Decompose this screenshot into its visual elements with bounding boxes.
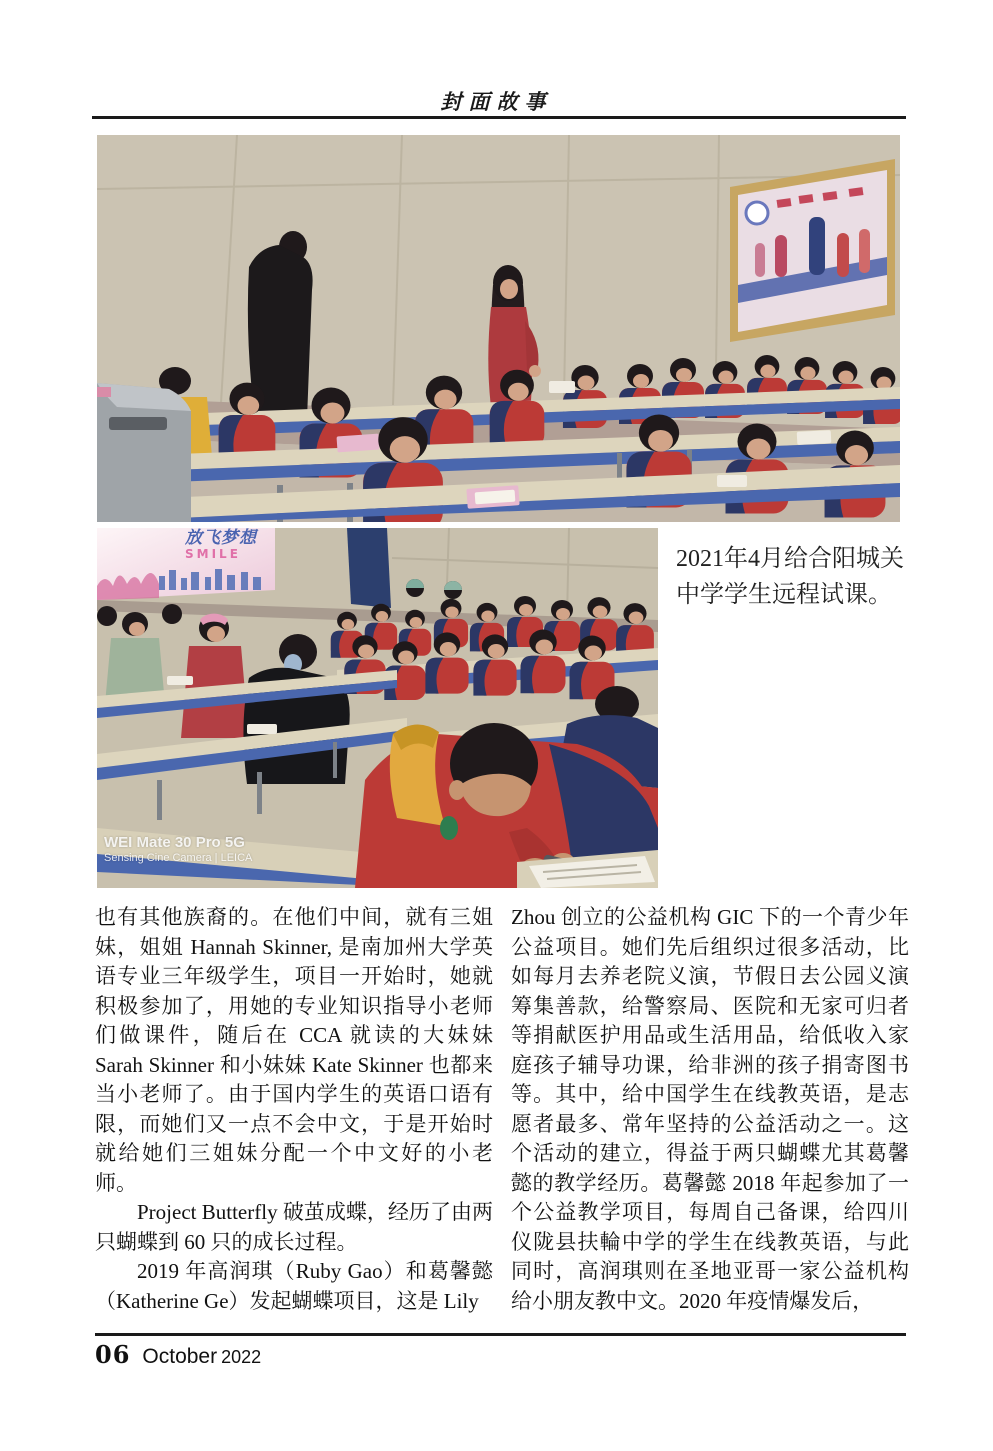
paragraph: 2019 年高润琪（Ruby Gao）和葛馨懿（Katherine Ge）发起蝴蝶项目，这是 Lily [95,1259,493,1313]
wall-banner-chinese: 放飞梦想 [185,528,257,548]
paragraph: 也有其他族裔的。在他们中间，就有三姐妹，姐姐 Hannah Skinner, 是南加州大学英语专业三年级学生，项目一开始时，她就积极参加了，用她的专业知识指导小老师们做课件，随后在 CCA 就读的大妹妹 Sarah Skinner 和小妹妹 Kate Skinner 也都来当小老师了。由于国内学生的英语口语有限，而她们又一点不会中文，于是开始时就给她们三姐妹分配一个中文好的小老师。 [95,905,493,1195]
masthead-title: 封面故事 [440,90,553,114]
footer [95,1340,906,1369]
paragraph: Zhou 创立的公益机构 GIC 下的一个青少年公益项目。她们先后组织过很多活动，比如每月去养老院义演，节假日去公园义演筹集善款，给警察局、医院和无家可归者等捐献医护用品或生活用品，给低收入家庭孩子辅导功课，给非洲的孩子捐寄图书等。其中，给中国学生在线教英语，是志愿者最多、常年坚持的公益活动之一。这个活动的建立，得益于两只蝴蝶尤其葛馨懿的教学经历。葛馨懿 2018 年起参加了一个公益教学项目，每周自己备课，给四川仪陇县扶輪中学的学生在线教英语，与此同时，高润琪则在圣地亚哥一家公益机构给小朋友教中文。2020 年疫情爆发后， [511,905,909,1313]
paragraph: Project Butterfly 破茧成蝶，经历了由两只蝴蝶到 60 只的成长过程。 [95,1200,493,1254]
photo-caption-line2: 中学学生远程试课。 [676,582,892,608]
masthead-rule [92,116,906,119]
camera-watermark-lens: Sensing Cine Camera | LEICA [104,852,253,865]
classroom-photo-2 [97,528,658,888]
article-column-right [511,903,909,1316]
footer-month: October [142,1345,218,1368]
photo-caption [676,541,916,613]
wall-banner-english: SMILE [185,546,241,561]
page-number: 06 [95,1340,131,1369]
camera-watermark-model: WEI Mate 30 Pro 5G [104,833,245,851]
photo-caption-line1: 2021年4月给合阳城关 [676,546,904,572]
printer-machine [97,383,191,522]
article-column-left [95,903,493,1316]
classroom-photo-1-illustration [97,135,900,522]
footer-rule [95,1333,906,1336]
footer-year: 2022 [221,1347,262,1367]
camera-watermark [104,834,252,867]
classroom-photo-1 [97,135,900,522]
wall-banner [185,530,257,560]
